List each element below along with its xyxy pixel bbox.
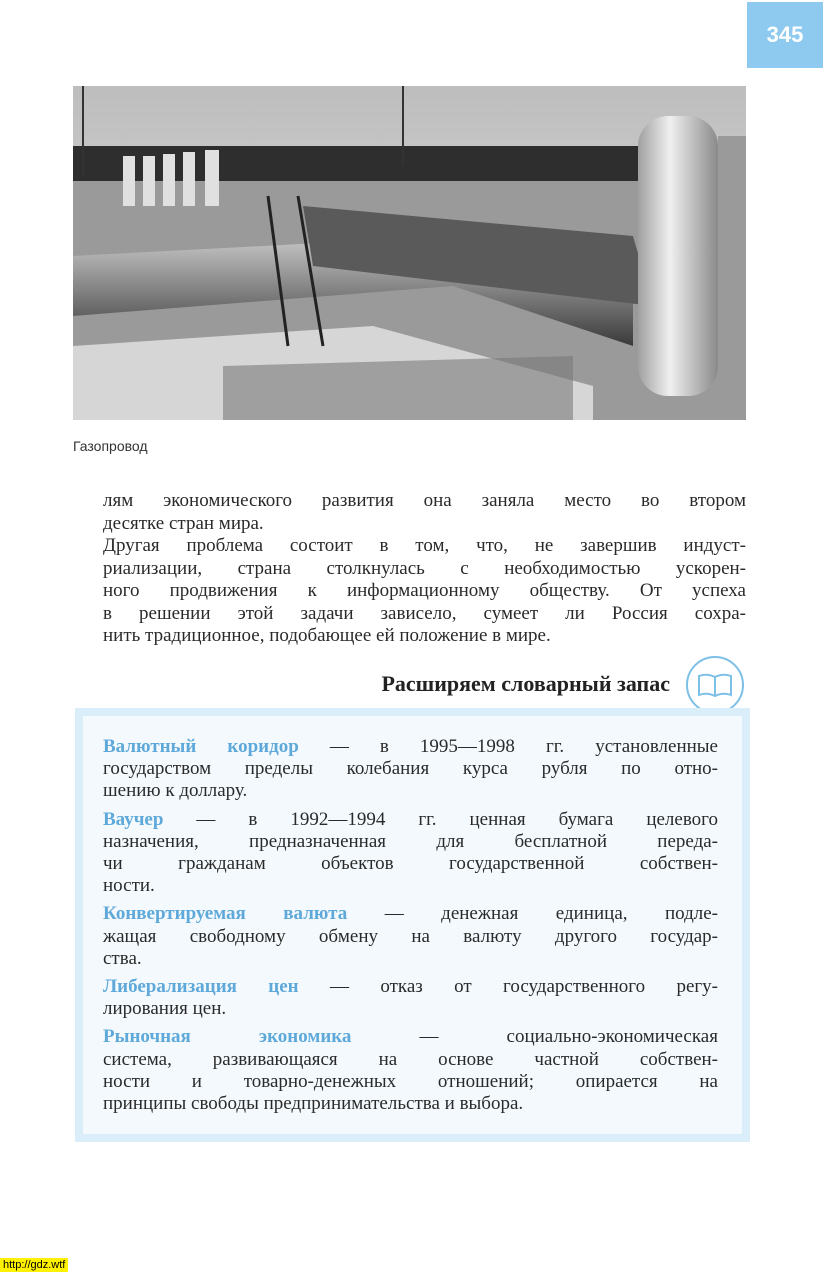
definitions-list bbox=[103, 736, 718, 1121]
text-line: Другая проблема состоит в том, что, не завершив индуст- bbox=[103, 535, 746, 556]
text-line: риализации, страна столкнулась с необходимостью ускорен- bbox=[103, 557, 746, 579]
paragraph bbox=[103, 535, 746, 648]
vocab-heading: Расширяем словарный запас bbox=[381, 671, 670, 696]
text-line: лям экономического развития она заняла место во втором bbox=[103, 490, 746, 511]
definition-line: государством пределы колебания курса рубля по отно- bbox=[103, 758, 718, 780]
definition-text: — социально-экономическая bbox=[351, 1026, 718, 1048]
definition-line: ности. bbox=[103, 875, 155, 897]
definition-text: — денежная единица, подле- bbox=[347, 903, 718, 925]
definition-line: назначения, предназначенная для бесплатной переда- bbox=[103, 830, 718, 852]
definition-line: жащая свободному обмену на валюту другого государ- bbox=[103, 925, 718, 947]
definition-line: лирования цен. bbox=[103, 998, 227, 1020]
term: Рыночная экономика bbox=[103, 1026, 352, 1048]
page-number: 345 bbox=[766, 22, 804, 47]
definition-text: — в 1995—1998 гг. установленные bbox=[298, 736, 718, 757]
text-line: ного продвижения к информационному обществу. От успеха bbox=[103, 580, 746, 601]
definition-text: — отказ от государственного регу- bbox=[298, 976, 719, 998]
paragraph bbox=[103, 490, 746, 535]
text-line: в решении этой задачи зависело, сумеет ли Россия сохра- bbox=[103, 602, 746, 624]
definition-text: — в 1992—1994 гг. ценная бумага целевого bbox=[163, 808, 718, 830]
definition-line: ства. bbox=[103, 947, 142, 969]
photo-caption: Газопровод bbox=[73, 438, 148, 454]
pipeline-image bbox=[73, 86, 746, 420]
term: Валютный коридор bbox=[103, 736, 299, 757]
page-number-tab bbox=[747, 2, 823, 68]
definition-item bbox=[103, 736, 718, 803]
definition-item bbox=[103, 809, 718, 898]
body-text bbox=[103, 490, 746, 648]
text-line: нить традиционное, подобающее ей положение в мире. bbox=[103, 625, 551, 646]
definition-line: ности и товарно-денежных отношений; опирается на bbox=[103, 1070, 718, 1092]
definition-line: шению к доллару. bbox=[103, 780, 248, 802]
term: Ваучер bbox=[103, 808, 164, 830]
text-line: десятке стран мира. bbox=[103, 512, 264, 534]
term: Конвертируемая валюта bbox=[103, 903, 348, 925]
definition-item bbox=[103, 976, 718, 1020]
definition-line: система, развивающаяся на основе частной собствен- bbox=[103, 1048, 718, 1070]
definition-line: принципы свободы предпринимательства и выбора. bbox=[103, 1093, 524, 1115]
definition-item bbox=[103, 903, 718, 970]
gas-pipeline-photo bbox=[73, 86, 746, 420]
footer-link[interactable]: http://gdz.wtf bbox=[0, 1258, 68, 1272]
term: Либерализация цен bbox=[103, 976, 299, 998]
definition-line: чи гражданам объектов государственной собствен- bbox=[103, 853, 718, 875]
book-icon bbox=[686, 656, 744, 714]
definition-item bbox=[103, 1026, 718, 1115]
